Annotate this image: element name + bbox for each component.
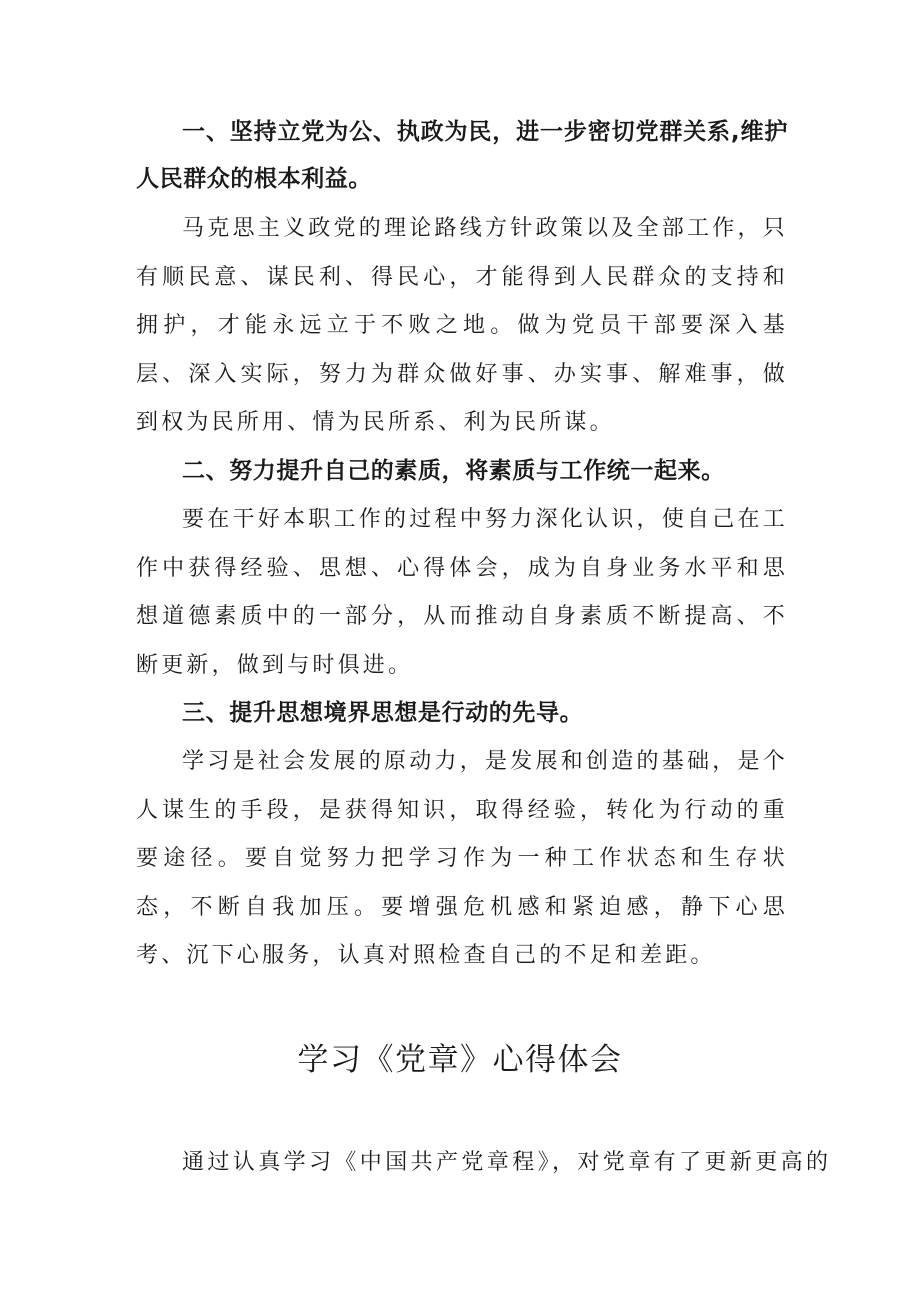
document-title: 学习《党章》心得体会 [297,1042,623,1078]
section-1-body: 马克思主义政党的理论路线方针政策以及全部工作，只有顺民意、谋民利、得民心，才能得到人民群众的支持和拥护，才能永远立于不败之地。做为党员干部要深入基层、深入实际，努力为群众做好事、办实事、解难事，做到权为民所用、情为民所系、利为民所谋。 [136,216,788,435]
intro-paragraph: 通过认真学习《中国共产党章程》，对党章有了更新更高的 [182,1150,832,1175]
section-2-body: 要在干好本职工作的过程中努力深化认识，使自己在工作中获得经验、思想、心得体会，成为自身业务水平和思想道德素质中的一部分，从而推动自身素质不断提高、不断更新，做到与时俱进。 [136,507,788,678]
section-1-heading: 一、坚持立党为公、执政为民，进一步密切党群关系,维护人民群众的根本利益。 [136,119,788,192]
section-2-heading: 二、努力提升自己的素质，将素质与工作统一起来。 [182,458,725,484]
section-3-body: 学习是社会发展的原动力，是发展和创造的基础，是个人谋生的手段，是获得知识，取得经验，转化为行动的重要途径。要自觉努力把学习作为一种工作状态和生存状态，不断自我加压。要增强危机感和紧迫感，静下心思考、沉下心服务，认真对照检查自己的不足和差距。 [136,749,788,968]
section-3-heading: 三、提升思想境界思想是行动的先导。 [182,700,584,726]
